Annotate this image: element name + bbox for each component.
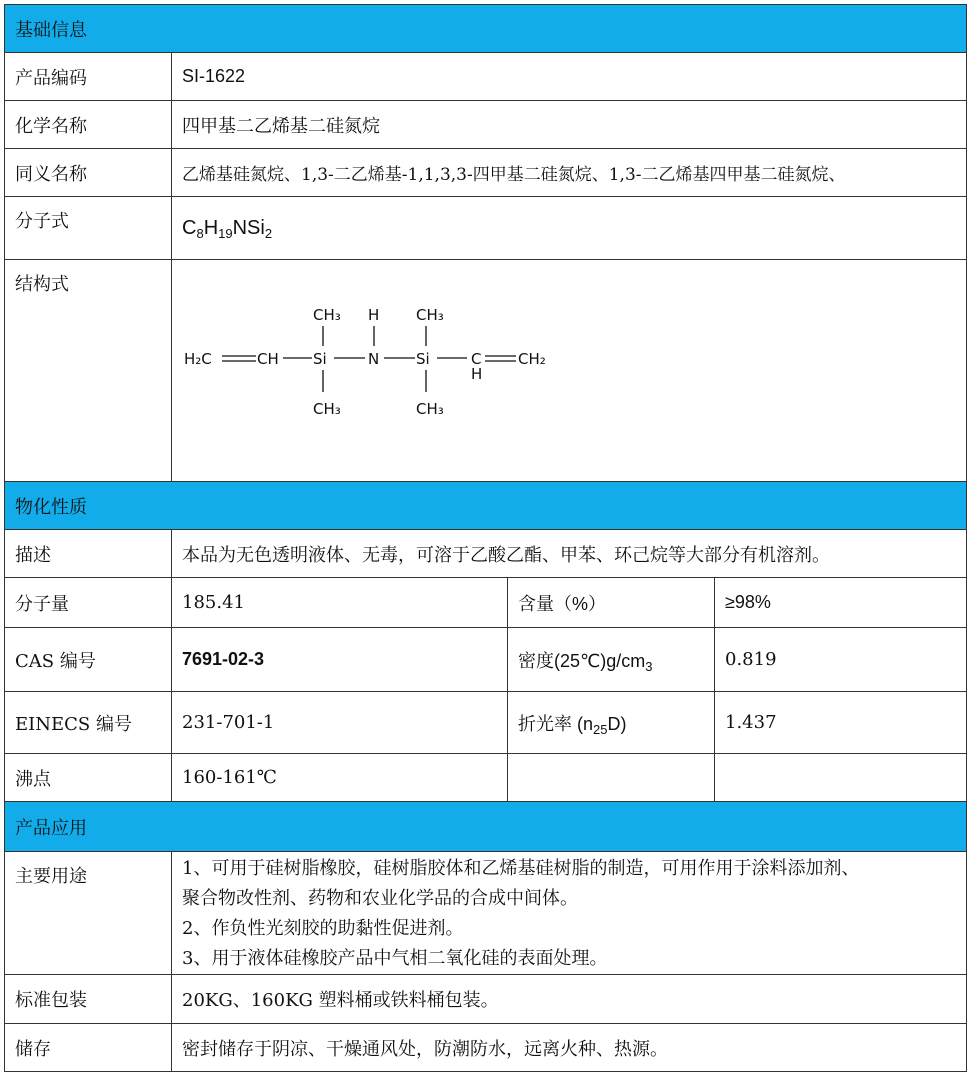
row-description: [5, 530, 967, 578]
section-title-basic: 基础信息: [5, 5, 967, 53]
density-label: [508, 628, 715, 692]
refr-label-pre: 折光率 (n: [518, 713, 594, 734]
chemical-name-value: 四甲基二乙烯基二硅氮烷: [172, 101, 967, 149]
row-structure: [5, 260, 967, 482]
cas-label: CAS 编号: [5, 628, 172, 692]
main-use-line-3: 2、作负性光刻胶的助黏性促进剂。: [182, 918, 464, 939]
main-use-line-1: 1、可用于硅树脂橡胶，硅树脂胶体和乙烯基硅树脂的制造，可用作用于涂料添加剂、: [182, 858, 860, 879]
section-header-physical: [5, 482, 967, 530]
row-synonyms: [5, 149, 967, 197]
refractive-index-label: [508, 692, 715, 754]
synonym-value: 乙烯基硅氮烷、1,3-二乙烯基-1,1,3,3-四甲基二硅氮烷、1,3-二乙烯基四甲基二硅氮烷、: [172, 149, 967, 197]
refr-label-post: D): [607, 713, 627, 734]
structure-diagram: [172, 260, 572, 476]
description-label: 描述: [5, 530, 172, 578]
storage-label: 储存: [5, 1024, 172, 1072]
mw-value: 185.41: [172, 578, 508, 628]
formula-h-count: 19: [218, 225, 233, 241]
section-header-basic: [5, 5, 967, 53]
product-code-value: SI-1622: [172, 53, 967, 101]
formula-si-count: 2: [264, 225, 273, 241]
atom-c-h: H: [471, 365, 483, 383]
structure-label: 结构式: [5, 260, 172, 482]
atom-ch3-top-2: CH₃: [416, 306, 444, 324]
row-product-code: [5, 53, 967, 101]
main-use-line-4: 3、用于液体硅橡胶产品中气相二氧化硅的表面处理。: [182, 948, 608, 969]
section-title-physical: 物化性质: [5, 482, 967, 530]
row-storage: [5, 1024, 967, 1072]
refractive-index-value: 1.437: [715, 692, 967, 754]
row-cas: [5, 628, 967, 692]
row-molecular-weight: [5, 578, 967, 628]
atom-ch3-bottom-2: CH₃: [416, 400, 444, 418]
content-label: 含量（%）: [508, 578, 715, 628]
atom-h-top: H: [368, 306, 380, 324]
atom-h2c: H₂C: [184, 350, 212, 368]
description-value: 本品为无色透明液体、无毒，可溶于乙酸乙酯、甲苯、环己烷等大部分有机溶剂。: [172, 530, 967, 578]
main-use-line-2: 聚合物改性剂、药物和农业化学品的合成中间体。: [182, 888, 578, 909]
main-use-label: 主要用途: [5, 852, 172, 975]
atom-si-2: Si: [416, 350, 430, 368]
formula-value: [172, 197, 967, 260]
content-value: ≥98%: [715, 578, 967, 628]
row-chemical-name: [5, 101, 967, 149]
atom-c: C: [471, 350, 482, 368]
structure-cell: [172, 260, 967, 482]
product-code-label: 产品编码: [5, 53, 172, 101]
mw-label: 分子量: [5, 578, 172, 628]
row-boiling-point: [5, 754, 967, 802]
chemical-name-label: 化学名称: [5, 101, 172, 149]
section-header-application: [5, 802, 967, 852]
atom-ch2: CH₂: [518, 350, 546, 368]
atom-ch: CH: [257, 350, 279, 368]
product-spec-table: [4, 4, 967, 1072]
main-use-value: [172, 852, 967, 975]
formula-h: H: [203, 216, 219, 239]
packaging-value: 20KG、160KG 塑料桶或铁料桶包装。: [172, 975, 967, 1024]
formula-label: 分子式: [5, 197, 172, 260]
atom-ch3-top-1: CH₃: [313, 306, 341, 324]
boiling-point-label: 沸点: [5, 754, 172, 802]
einecs-label: EINECS 编号: [5, 692, 172, 754]
formula-c: C: [182, 216, 197, 239]
density-label-text: 密度(25℃)g/cm: [518, 650, 646, 671]
formula-c-count: 8: [196, 225, 204, 241]
row-main-use: [5, 852, 967, 975]
empty-cell-2: [715, 754, 967, 802]
formula-nsi: NSi: [232, 216, 265, 239]
density-value: 0.819: [715, 628, 967, 692]
atom-ch3-bottom-1: CH₃: [313, 400, 341, 418]
row-packaging: [5, 975, 967, 1024]
row-einecs: [5, 692, 967, 754]
density-label-sub: 3: [645, 658, 653, 674]
cas-value: 7691-02-3: [172, 628, 508, 692]
empty-cell-1: [508, 754, 715, 802]
atom-si-1: Si: [313, 350, 327, 368]
atom-n: N: [368, 350, 380, 368]
section-title-application: 产品应用: [5, 802, 967, 852]
boiling-point-value: 160-161℃: [172, 754, 508, 802]
refr-label-sub: 25: [593, 721, 608, 737]
packaging-label: 标准包装: [5, 975, 172, 1024]
row-molecular-formula: [5, 197, 967, 260]
synonym-label: 同义名称: [5, 149, 172, 197]
einecs-value: 231-701-1: [172, 692, 508, 754]
storage-value: 密封储存于阴凉、干燥通风处，防潮防水，远离火种、热源。: [172, 1024, 967, 1072]
